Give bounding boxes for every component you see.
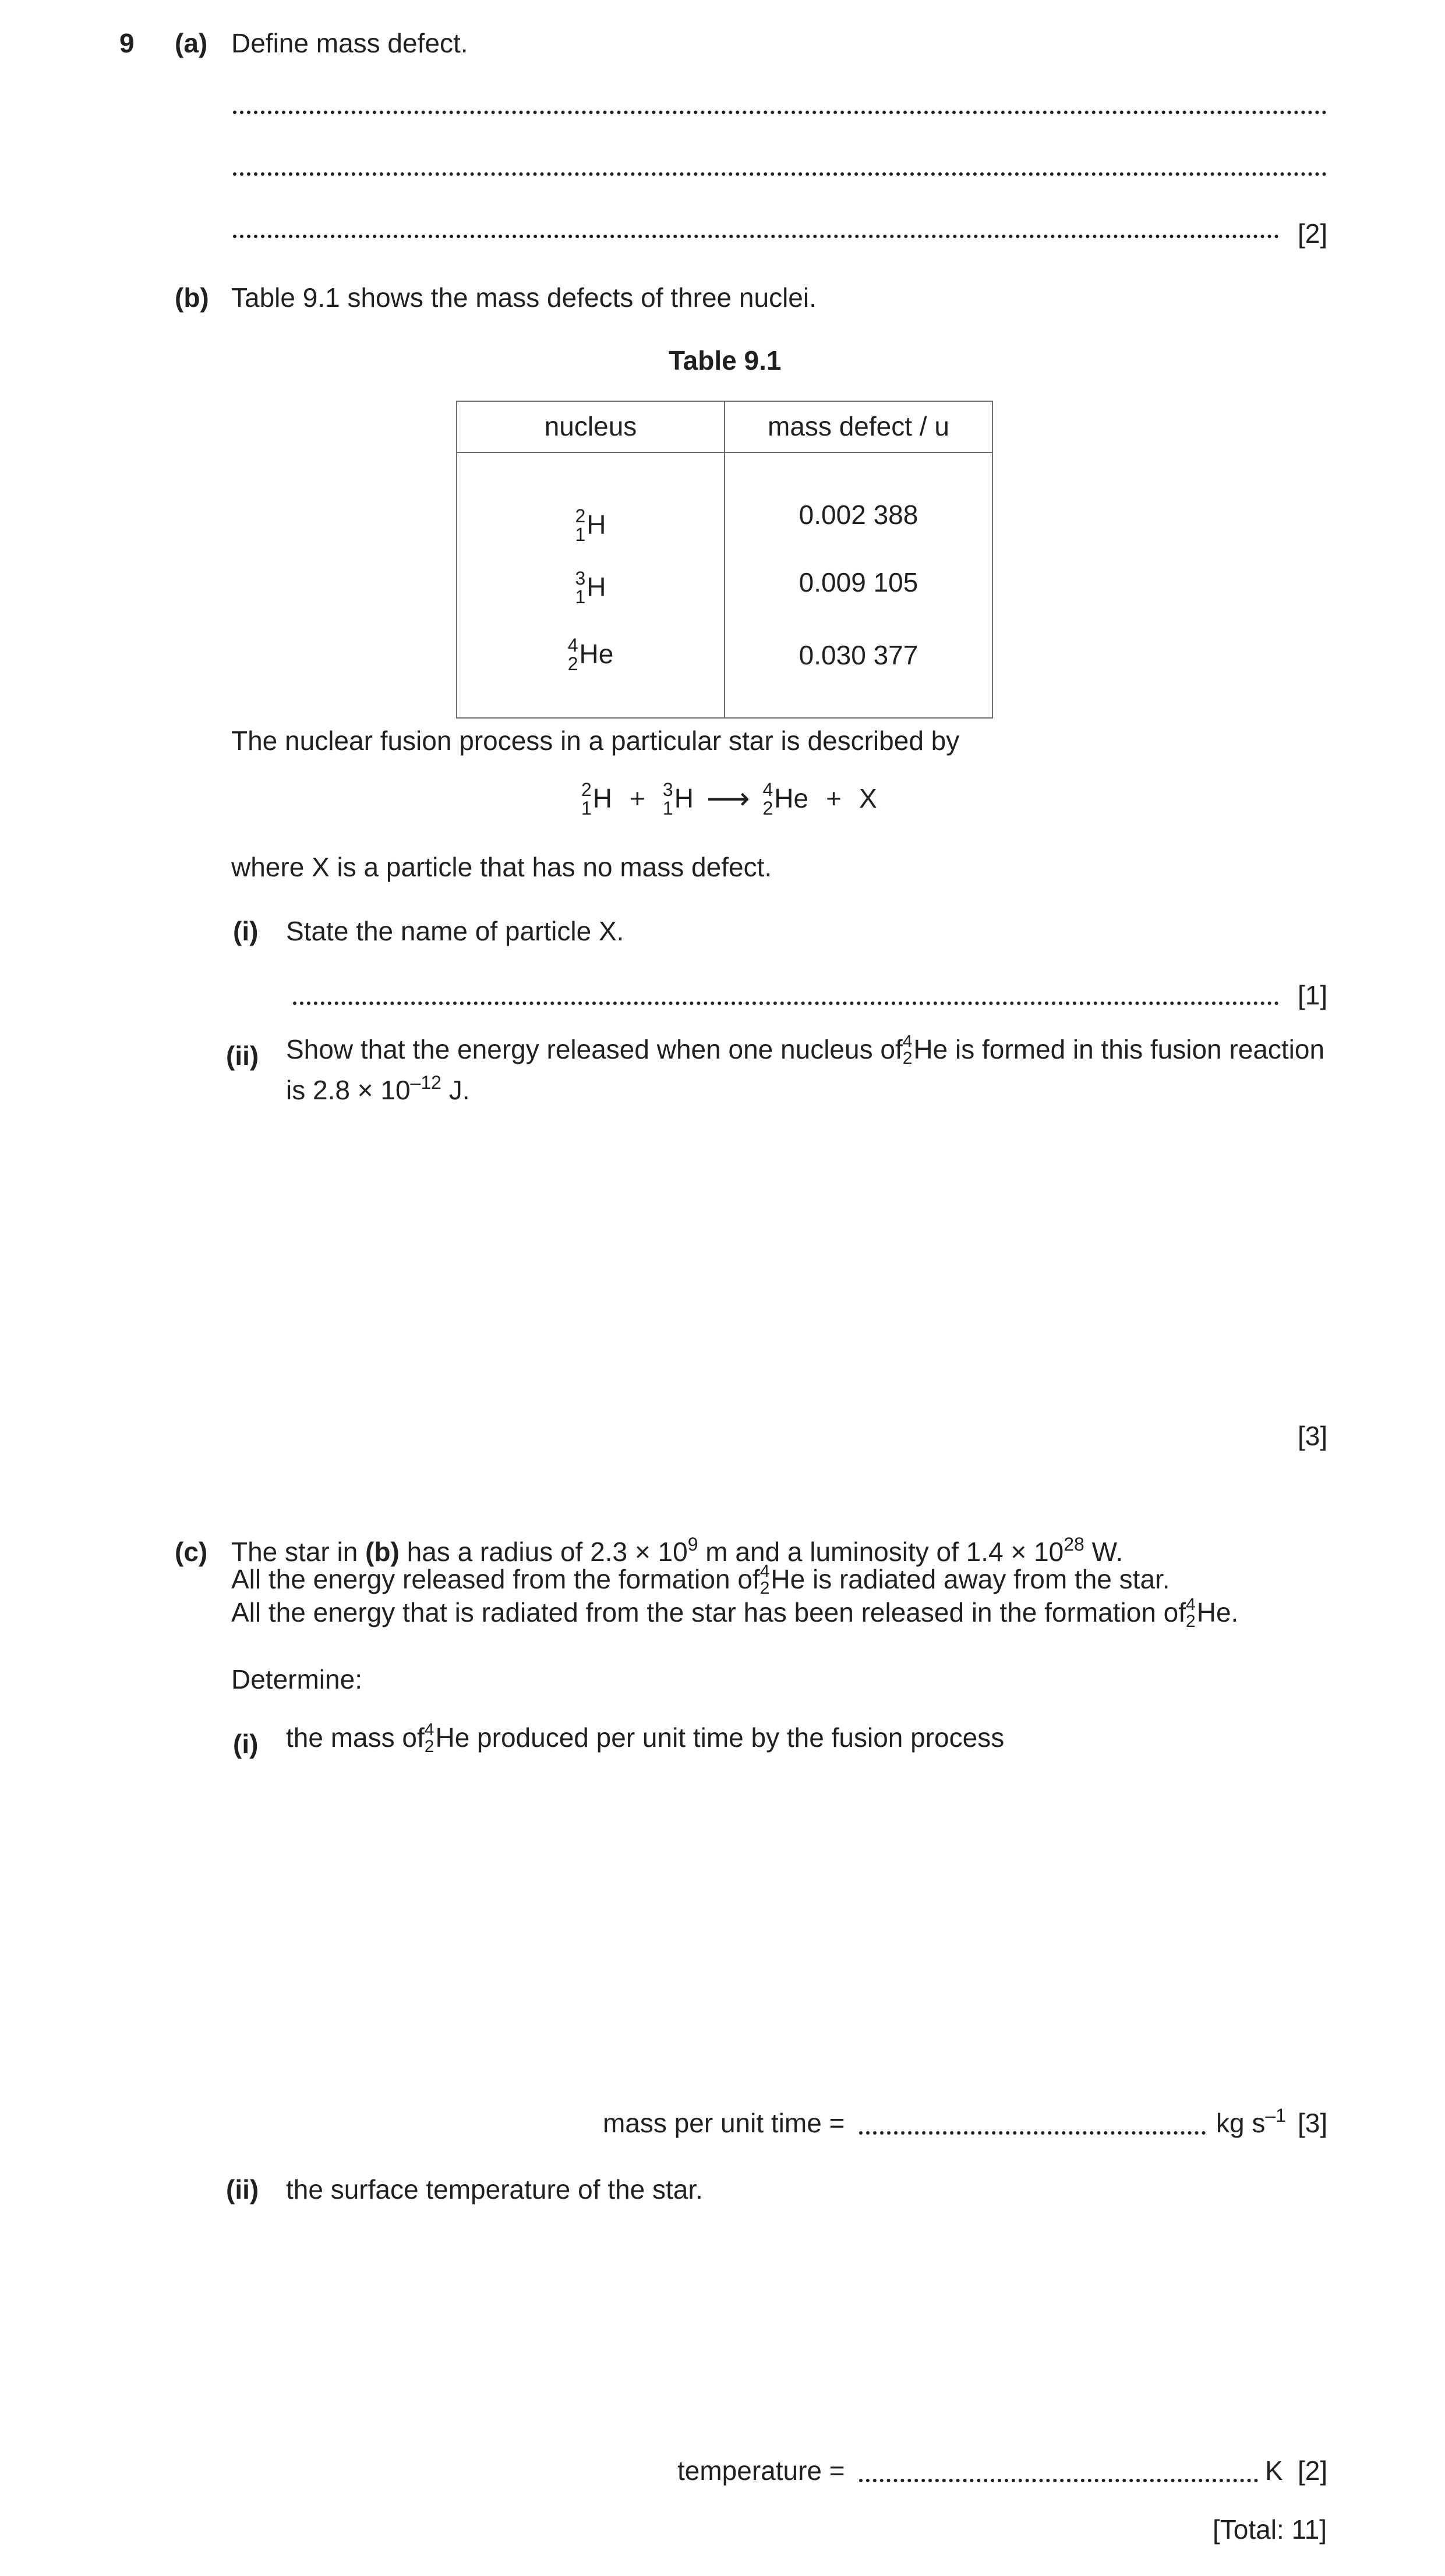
reference-b: (b) bbox=[365, 1537, 400, 1567]
part-a-prompt: Define mass defect. bbox=[231, 28, 468, 58]
fusion-equation bbox=[581, 780, 877, 818]
part-c-ii-label: (ii) bbox=[226, 2174, 259, 2205]
answer-line-a-2[interactable] bbox=[233, 172, 1327, 176]
equation-plus: + bbox=[630, 783, 645, 814]
mass-number: 4 bbox=[1186, 1595, 1196, 1614]
part-b-ii-marks: [3] bbox=[1298, 1421, 1328, 1451]
answer-line-b-i[interactable] bbox=[293, 1002, 1279, 1005]
text: Show that the energy released when one nucleus of bbox=[286, 1034, 903, 1065]
atomic-number: 1 bbox=[575, 524, 586, 545]
nuclide-h3 bbox=[575, 569, 606, 606]
mass-number: 2 bbox=[575, 505, 586, 526]
part-b-i-marks: [1] bbox=[1298, 980, 1328, 1010]
table-header-mass-defect: mass defect / u bbox=[725, 401, 992, 452]
fusion-intro: The nuclear fusion process in a particular star is described by bbox=[231, 726, 960, 756]
text: All the energy that is radiated from the star has been released in the formation of bbox=[231, 1597, 1186, 1628]
exponent: –1 bbox=[1265, 2105, 1286, 2126]
part-b-ii-line1 bbox=[286, 1033, 1324, 1067]
part-a-label: (a) bbox=[175, 28, 208, 58]
element-symbol: H bbox=[587, 509, 606, 540]
atomic-number: 1 bbox=[662, 798, 673, 819]
text: has a radius of 2.3 × 10 bbox=[399, 1537, 688, 1567]
mass-unit bbox=[1216, 2107, 1286, 2139]
mass-number: 3 bbox=[575, 568, 586, 589]
part-c-line3 bbox=[231, 1596, 1238, 1630]
nuclide-h2 bbox=[575, 507, 606, 544]
part-b-i-prompt: State the name of particle X. bbox=[286, 916, 624, 946]
equation-he4 bbox=[762, 780, 808, 818]
text: J. bbox=[441, 1075, 470, 1105]
text: is 2.8 × 10 bbox=[286, 1075, 411, 1105]
mass-defect-cell: 0.002 388 bbox=[725, 452, 992, 544]
text: kg s bbox=[1216, 2108, 1266, 2138]
mass-defect-cell: 0.009 105 bbox=[725, 544, 992, 622]
element-symbol: H bbox=[592, 783, 613, 814]
part-c-i-label: (i) bbox=[233, 1729, 259, 1759]
mass-defect-cell: 0.030 377 bbox=[725, 622, 992, 718]
atomic-number: 1 bbox=[575, 586, 586, 607]
text: He produced per unit time by the fusion process bbox=[435, 1722, 1005, 1753]
mass-number: 4 bbox=[762, 779, 773, 800]
part-a-marks: [2] bbox=[1298, 218, 1328, 249]
temperature-unit: K bbox=[1265, 2455, 1283, 2486]
nucleus-cell bbox=[457, 544, 725, 622]
equation-plus: + bbox=[826, 783, 842, 814]
text: All the energy released from the formation of bbox=[231, 1564, 760, 1595]
where-text: where X is a particle that has no mass defect. bbox=[231, 852, 772, 882]
inline-he4 bbox=[425, 1721, 436, 1755]
text: He. bbox=[1196, 1597, 1239, 1628]
atomic-number: 2 bbox=[424, 1737, 434, 1756]
determine-text: Determine: bbox=[231, 1664, 362, 1694]
table-header-nucleus: nucleus bbox=[457, 401, 725, 452]
mass-per-unit-time-label: mass per unit time = bbox=[603, 2108, 845, 2138]
total-marks: [Total: 11] bbox=[1213, 2514, 1327, 2545]
answer-line-a-1[interactable] bbox=[233, 111, 1327, 114]
element-symbol: He bbox=[774, 783, 809, 814]
element-symbol: He bbox=[579, 639, 614, 670]
part-c-label: (c) bbox=[175, 1537, 208, 1567]
part-c-ii-prompt: the surface temperature of the star. bbox=[286, 2174, 703, 2205]
answer-line-a-3[interactable] bbox=[233, 235, 1279, 238]
equation-h2 bbox=[581, 780, 612, 818]
nucleus-cell bbox=[457, 622, 725, 718]
exponent: 28 bbox=[1064, 1534, 1084, 1555]
mass-defect-table bbox=[456, 401, 993, 719]
table-row bbox=[457, 452, 992, 544]
part-b-label: (b) bbox=[175, 282, 209, 313]
answer-line-c-i[interactable] bbox=[859, 2131, 1206, 2135]
text: The star in bbox=[231, 1537, 366, 1567]
atomic-number: 2 bbox=[902, 1049, 913, 1068]
exponent: –12 bbox=[410, 1072, 441, 1093]
part-b-ii-label: (ii) bbox=[226, 1041, 259, 1071]
nuclide-he4 bbox=[568, 636, 614, 673]
equation-h3 bbox=[663, 780, 694, 818]
answer-line-c-ii[interactable] bbox=[859, 2479, 1258, 2482]
mass-number: 4 bbox=[567, 635, 578, 656]
reaction-arrow-icon: ⟶ bbox=[706, 781, 750, 816]
part-b-i-label: (i) bbox=[233, 916, 259, 946]
mass-number: 4 bbox=[424, 1720, 434, 1739]
part-c-line2 bbox=[231, 1563, 1170, 1597]
atomic-number: 1 bbox=[581, 798, 592, 819]
text: W. bbox=[1084, 1537, 1124, 1567]
question-number: 9 bbox=[119, 28, 135, 58]
atomic-number: 2 bbox=[567, 653, 578, 674]
table-title: Table 9.1 bbox=[669, 345, 782, 376]
part-c-ii-marks: [2] bbox=[1298, 2455, 1328, 2486]
nucleus-cell bbox=[457, 452, 725, 544]
atomic-number: 2 bbox=[759, 1579, 770, 1598]
element-symbol: H bbox=[674, 783, 694, 814]
table-header-row bbox=[457, 401, 992, 452]
inline-he4 bbox=[903, 1033, 914, 1067]
inline-he4 bbox=[1186, 1596, 1197, 1630]
part-c-i-marks: [3] bbox=[1298, 2108, 1328, 2138]
atomic-number: 2 bbox=[1186, 1612, 1196, 1631]
mass-number: 4 bbox=[759, 1562, 770, 1581]
element-symbol: H bbox=[587, 572, 606, 603]
inline-he4 bbox=[760, 1563, 771, 1597]
part-b-ii-line2 bbox=[286, 1074, 470, 1106]
table-row bbox=[457, 622, 992, 718]
mass-number: 4 bbox=[902, 1032, 913, 1051]
part-b-intro: Table 9.1 shows the mass defects of three nuclei. bbox=[231, 282, 817, 313]
text: m and a luminosity of 1.4 × 10 bbox=[698, 1537, 1064, 1567]
exponent: 9 bbox=[687, 1534, 698, 1555]
mass-number: 3 bbox=[662, 779, 673, 800]
temperature-label: temperature = bbox=[677, 2455, 845, 2486]
mass-number: 2 bbox=[581, 779, 592, 800]
text: He is radiated away from the star. bbox=[771, 1564, 1170, 1595]
part-c-i-prompt bbox=[286, 1721, 1004, 1755]
text: He is formed in this fusion reaction bbox=[913, 1034, 1325, 1065]
equation-particle-x: X bbox=[858, 783, 877, 814]
text: the mass of bbox=[286, 1722, 425, 1753]
table-row bbox=[457, 544, 992, 622]
atomic-number: 2 bbox=[762, 798, 773, 819]
